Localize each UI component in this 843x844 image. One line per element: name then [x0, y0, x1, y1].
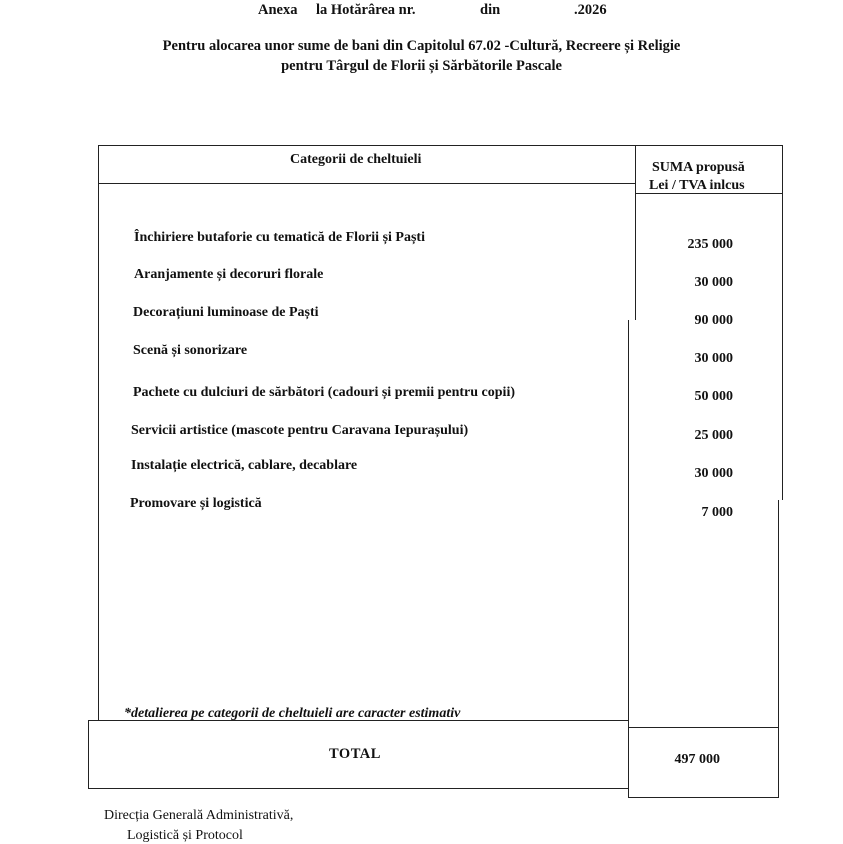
expense-amount: 30 000 — [694, 466, 733, 481]
table-total-separator-right — [629, 727, 779, 728]
decision-date-label: din — [480, 2, 501, 18]
expense-amount: 90 000 — [694, 313, 733, 328]
expense-category: Promovare și logistică — [130, 496, 262, 511]
document-title-line-1: Pentru alocarea unor sume de bani din Capitolul 67.02 -Cultură, Recreere și Religie — [162, 38, 681, 54]
expense-amount: 30 000 — [694, 351, 733, 366]
total-amount: 497 000 — [674, 752, 720, 767]
table-border-top — [99, 145, 782, 146]
decision-year: .2026 — [574, 2, 607, 18]
table-border-bottom — [88, 788, 629, 789]
expense-category: Decorațiuni luminoase de Paști — [133, 305, 319, 320]
expense-category: Instalație electrică, cablare, decablare — [131, 458, 358, 473]
expense-category: Scenă și sonorizare — [133, 343, 248, 358]
expense-amount: 50 000 — [694, 389, 733, 404]
column-header-sum-line-1: SUMA propusă — [652, 160, 745, 175]
decision-number-label: la Hotărârea nr. — [316, 2, 416, 18]
expense-category: Servicii artistice (mascote pentru Caravana Iepurașului) — [131, 423, 469, 438]
table-border-bottom-right — [629, 797, 779, 798]
expense-category: Aranjamente și decoruri florale — [134, 267, 324, 282]
table-column-divider — [635, 145, 636, 320]
column-header-sum-line-2: Lei / TVA inlcus — [649, 178, 745, 193]
expense-amount: 30 000 — [694, 275, 733, 290]
table-header-separator — [99, 183, 636, 184]
table-border-right-lower — [778, 500, 779, 798]
total-label: TOTAL — [329, 746, 381, 762]
estimate-footnote: *detalierea pe categorii de cheltuieli are caracter estimativ — [124, 706, 461, 721]
expense-category: Pachete cu dulciuri de sărbători (cadouri și premii pentru copii) — [133, 385, 515, 400]
expense-amount: 25 000 — [694, 428, 733, 443]
table-border-left-lower — [88, 720, 89, 788]
expense-category: Închiriere butaforie cu tematică de Florii și Paști — [134, 230, 425, 245]
signature-department-line-1: Direcția Generală Administrativă, — [104, 808, 294, 823]
document-title-line-2: pentru Târgul de Florii și Sărbătorile Pascale — [281, 58, 562, 74]
table-border-left — [98, 145, 99, 720]
signature-department-line-2: Logistică și Protocol — [127, 828, 243, 843]
expense-amount: 235 000 — [687, 237, 733, 252]
expense-amount: 7 000 — [701, 505, 733, 520]
annex-label: Anexa — [258, 2, 298, 18]
table-border-right — [782, 145, 783, 500]
column-header-category: Categorii de cheltuieli — [290, 152, 422, 167]
